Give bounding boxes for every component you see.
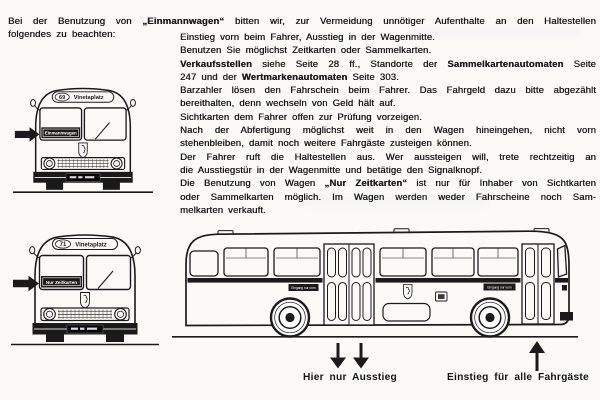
exit-arrow-icon (353, 343, 369, 369)
intro-text: bitten wir, zur Vermeidung unnötiger Aufenthalte an den Haltestellen (224, 15, 596, 27)
destination-sign (52, 92, 114, 102)
front-view-bus-einmannwagen-drawing (12, 80, 154, 196)
exit-arrow-icon (330, 343, 346, 369)
instruction-paragraph-3: Verkaufsstellen siehe Seite 28 ff., Standorte der Sammelkartenautomaten Seite 247 und der Wertmarkenautomaten Seite 303. (180, 58, 596, 83)
side-view-bus-drawing (172, 228, 580, 340)
exit-caption: Hier nur Ausstieg (303, 372, 397, 383)
underbody-box (383, 304, 430, 322)
middle-door-sign (289, 284, 319, 291)
nur-zeitkarten-term: „Nur Zeitkarten“ (324, 178, 408, 190)
front-bumper-end (560, 312, 573, 321)
instruction-paragraph-5: Sichtkarten dem Fahrer offen zur Prüfung vorzeigen. (180, 111, 422, 123)
instruction-paragraph-8: Die Benutzung von Wagen „Nur Zeitkarten“ ist nur für Inhaber von Sichtkarten oder Sammelkarten möglich. Im Wagen werden weder Fahrscheine noch Sam- melkarten verkauft. (180, 178, 596, 216)
side-badge (436, 292, 448, 301)
windshield-sign-text: Einmannwagen (44, 130, 77, 136)
instruction-paragraph-7: Der Fahrer ruft die Haltestellen aus. Wer aussteigen will, trete rechtzeitig an die Ausstiegstür in der Wagenmitte und betätige den Signalknopf. (180, 151, 596, 176)
beltline-stripe (376, 278, 521, 283)
instruction-paragraph-4: Barzahler lösen den Fahrschein beim Fahrer. Das Fahrgeld dazu bitte abgezählt bereithalten, denn wechseln von Geld hält auf. (180, 85, 596, 110)
berlin-bear-emblem (404, 285, 413, 299)
route-number: 69 (59, 95, 66, 102)
bumper (33, 323, 138, 335)
rear-wheel (271, 299, 309, 337)
beltline-stripe (188, 278, 323, 283)
destination-sign (53, 239, 118, 250)
headlight-left (44, 308, 56, 320)
bumper (33, 172, 132, 183)
windshield-sign-text: Nur Zeitkarten (45, 279, 78, 285)
intro-line-1 (8, 15, 596, 29)
destination-text: Vinetaplatz (73, 95, 104, 102)
headlight-left (44, 158, 55, 169)
front-wheel (471, 299, 509, 337)
instruction-paragraph-2: Benutzen Sie möglichst Zeitkarten oder Sammelkarten. (180, 45, 432, 57)
berlin-bear-emblem (81, 293, 90, 309)
middle-exit-doors (324, 244, 374, 325)
windshield-sign (41, 127, 80, 138)
headlight-right (115, 308, 127, 320)
instruction-paragraph-6: Nach der Abfertigung möglichst weit in den Wagen hineingehen, nicht vorn stehenbleiben, damit noch weitere Fahrgäste zusteigen können. (180, 125, 596, 150)
windshield-sign (41, 276, 82, 288)
berlin-bear-emblem (79, 143, 88, 158)
entry-caption: Einstieg für alle Fahrgäste (447, 372, 589, 383)
intro-text: Bei der Benutzung von (8, 15, 143, 27)
instructions-column (180, 31, 596, 217)
front-door-sign-text: Eingang nur vorn (487, 285, 512, 290)
front-view-bus-nur-zeitkarten-drawing (10, 226, 160, 348)
headlight-right (111, 158, 122, 169)
instruction-paragraph-1: Einstieg vorn beim Fahrer, Ausstieg in der Wagenmitte. (180, 32, 435, 43)
front-door-sign (484, 284, 516, 291)
route-number: 71 (59, 242, 67, 249)
front-marker-light (562, 285, 567, 291)
intro-line-2: folgendes zu beachten: (8, 29, 116, 41)
middle-door-sign-text: Eingang nur vorn (291, 286, 316, 290)
beltline-stripe (555, 278, 568, 283)
front-entry-door (522, 244, 554, 324)
entry-arrow-icon (529, 341, 545, 371)
einmannwagen-term: „Einmannwagen“ (142, 15, 225, 27)
destination-text: Vinetaplatz (75, 242, 107, 249)
